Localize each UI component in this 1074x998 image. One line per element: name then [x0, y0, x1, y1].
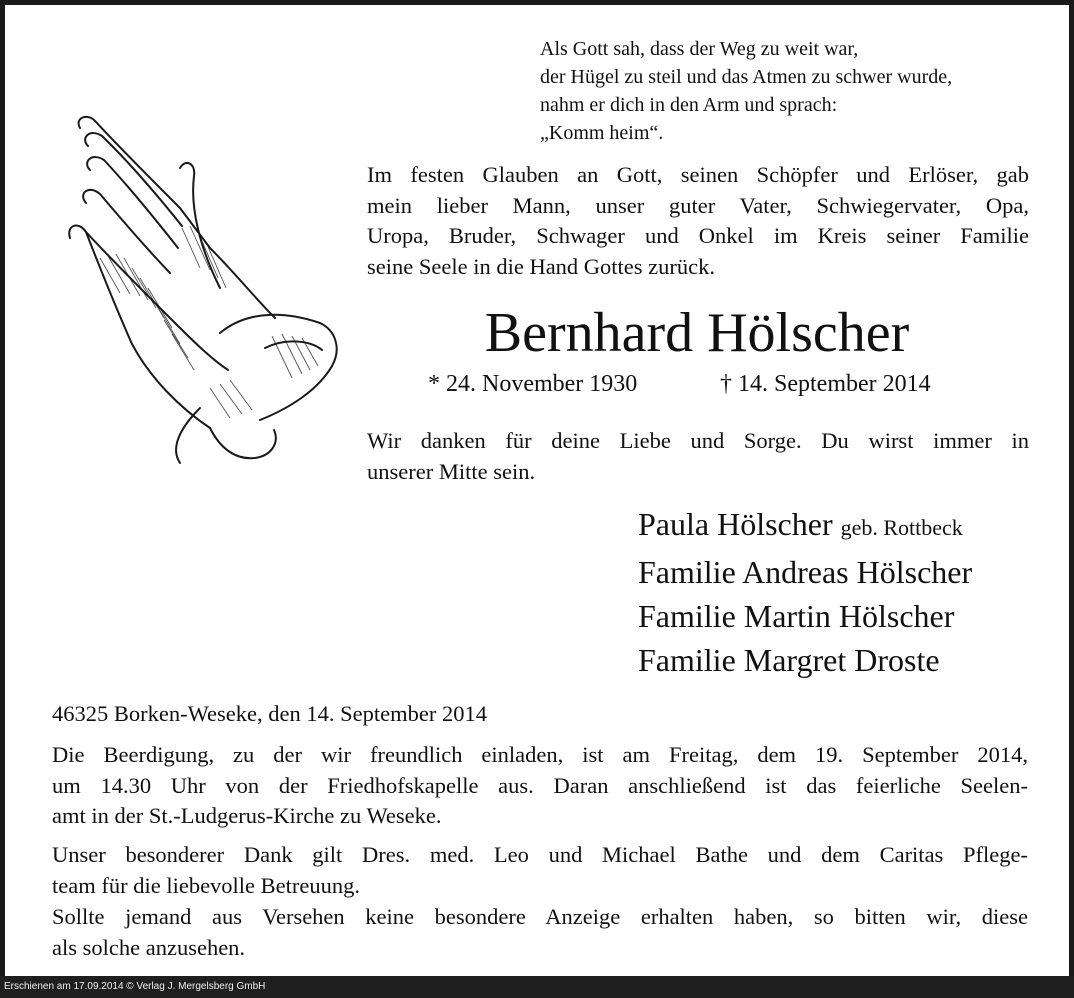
thanks-line: Wir danken für deine Liebe und Sorge. Du wirst immer in	[367, 428, 1029, 453]
maiden-name: geb. Rottbeck	[840, 515, 963, 540]
funeral-line: um 14.30 Uhr von der Friedhofskapelle aus. Daran anschließend ist das feierliche Seelen-	[52, 772, 1028, 798]
deceased-name: Bernhard Hölscher	[484, 302, 910, 364]
praying-hands-illustration	[60, 108, 350, 473]
mourners-list	[638, 502, 1058, 682]
poem-line: „Komm heim“.	[540, 122, 664, 144]
gratitude-line: Unser besonderer Dank gilt Dres. med. Leo und Michael Bathe und dem Caritas Pflege-	[52, 842, 1028, 867]
intro-line: mein lieber Mann, unser guter Vater, Schwiegervater, Opa,	[367, 192, 1029, 218]
intro-line: seine Seele in die Hand Gottes zurück.	[367, 253, 716, 279]
mourner-entry: Familie Martin Hölscher	[638, 598, 955, 634]
poem-line: der Hügel zu steil und das Atmen zu schwer wurde,	[540, 66, 953, 88]
poem-line: Als Gott sah, dass der Weg zu weit war,	[540, 38, 859, 60]
poem	[540, 35, 1040, 147]
mourner-entry: Familie Andreas Hölscher	[638, 554, 973, 590]
intro-line: Uropa, Bruder, Schwager und Onkel im Kreis seiner Familie	[367, 223, 1029, 248]
mourner-name: Paula Hölscher	[638, 506, 833, 542]
mourner-entry: Familie Margret Droste	[638, 642, 940, 678]
mourner-entry	[638, 502, 1058, 550]
thanks-line: unserer Mitte sein.	[367, 459, 536, 484]
funeral-line: amt in der St.-Ludgerus-Kirche zu Weseke.	[52, 803, 442, 828]
gratitude-paragraph	[52, 840, 1028, 901]
funeral-paragraph	[52, 740, 1028, 832]
gratitude-line: team für die liebevolle Betreuung.	[52, 872, 361, 898]
poem-line: nahm er dich in den Arm und sprach:	[540, 94, 838, 116]
thanks-text	[367, 425, 1029, 487]
birth-date: * 24. November 1930	[428, 371, 638, 397]
place-and-date: 46325 Borken-Weseke, den 14. September 2014	[52, 701, 487, 726]
death-date: † 14. September 2014	[720, 371, 931, 397]
notice-line: Sollte jemand aus Versehen keine besondere Anzeige erhalten haben, so bitten wir, diese	[52, 904, 1028, 929]
publication-footer: Erschienen am 17.09.2014 © Verlag J. Mergelsberg GmbH	[0, 976, 1074, 998]
intro-text	[367, 160, 1029, 282]
notice-paragraph	[52, 902, 1028, 963]
notice-line: als solche anzusehen.	[52, 934, 246, 960]
intro-line: Im festen Glauben an Gott, seinen Schöpfer und Erlöser, gab	[367, 162, 1029, 187]
funeral-line: Die Beerdigung, zu der wir freundlich einladen, ist am Freitag, dem 19. September 2014,	[52, 742, 1028, 767]
